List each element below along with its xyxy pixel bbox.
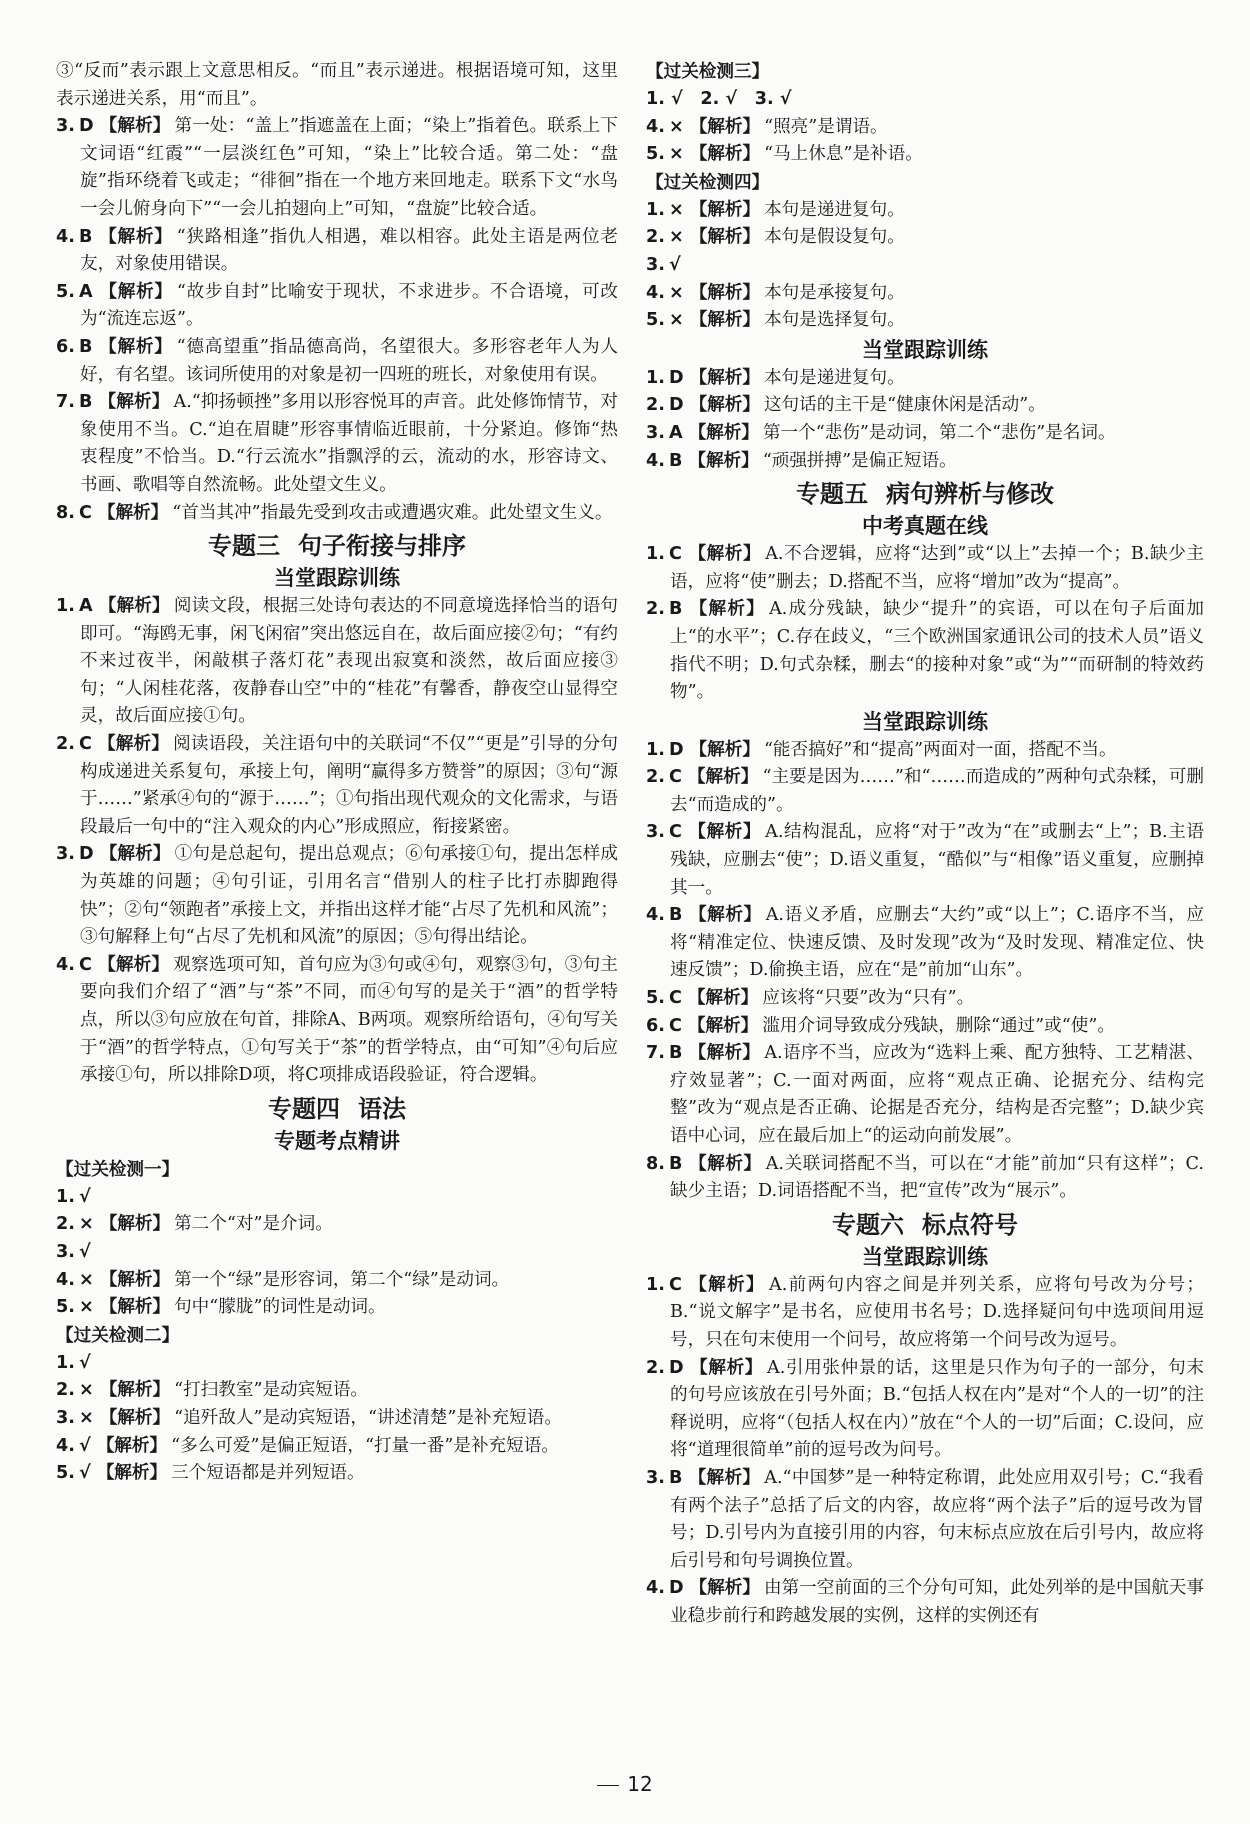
- item-answer: D: [668, 1578, 684, 1599]
- topic4-heading: 专题四 语法: [268, 1094, 406, 1123]
- item-number: 5.: [56, 281, 75, 302]
- list-e: [646, 737, 1204, 1206]
- list-a: [56, 113, 618, 527]
- item-text: “追歼敌人”是动宾短语，“讲述清楚”是补充短语。: [174, 1407, 562, 1428]
- analysis-tag: 【解析】: [96, 1463, 168, 1484]
- check3-line1: 1. √ 2. √ 3. √: [646, 89, 792, 109]
- item-answer: ×: [78, 1407, 94, 1428]
- list-check1: [56, 1184, 618, 1322]
- item-answer: A: [78, 281, 93, 302]
- analysis-tag: 【解析】: [687, 544, 762, 565]
- item-answer: D: [668, 1357, 684, 1378]
- grammar-practice-subheading: 当堂跟踪训练: [862, 337, 988, 362]
- topic3-subheading: 当堂跟踪训练: [274, 566, 400, 591]
- item-text: A.结构混乱，应将“对于”改为“在”或删去“上”；B.主语残缺，应删去“使”；D.语义重复，“酷似”与“相像”语义重复，应删掉其一。: [670, 822, 1204, 898]
- item-answer: B: [668, 1153, 683, 1174]
- item-answer: C: [78, 734, 92, 755]
- answer-item: [56, 1405, 618, 1433]
- item-answer: B: [78, 392, 93, 413]
- topic5-subheading: 中考真题在线: [862, 514, 988, 539]
- check4-title: 【过关检测四】: [646, 172, 770, 193]
- item-text: ①句是总起句，提出总观点；⑥句承接①句，提出怎样成为英雄的问题；④句引证，引用名言“借别人的柱子比打赤脚跑得快”；②句“领跑者”承接上文，并指出这样才能“占尽了先机和风流”；③句解释上句“占尽了先机和风流”的原因；⑤句得出结论。: [80, 844, 618, 948]
- item-number: 5.: [646, 144, 665, 165]
- answer-item: [646, 819, 1204, 902]
- item-text: “照亮”是谓语。: [764, 116, 888, 137]
- item-number: 2.: [56, 734, 75, 755]
- item-text: A.前两句内容之间是并列关系，应将句号改为分号；B.“说文解字”是书名，应使用书名号；D.选择疑问句中选项间用逗号，只在句末使用一个问号，故应将第一个问号改为逗号。: [670, 1274, 1204, 1350]
- list-check3: [646, 114, 1204, 169]
- item-answer: ×: [78, 1380, 94, 1401]
- answer-item: [56, 1433, 618, 1461]
- item-number: 1.: [56, 1352, 75, 1373]
- answer-item: [646, 114, 1204, 142]
- item-text: 三个短语都是并列短语。: [171, 1463, 365, 1484]
- item-answer: C: [78, 954, 92, 975]
- analysis-tag: 【解析】: [689, 144, 761, 165]
- item-answer: C: [668, 1274, 682, 1295]
- analysis-tag: 【解析】: [689, 227, 761, 248]
- item-text: “狭路相逢”指仇人相遇，难以相容。此处主语是两位老友，对象使用错误。: [80, 226, 618, 275]
- answer-item: [646, 541, 1204, 596]
- item-text: 本句是递进复句。: [764, 199, 905, 220]
- item-answer: ×: [668, 227, 684, 248]
- item-text: 第一处：“盖上”指遮盖在上面；“染上”指着色。联系上下文词语“红霞”“一层淡红色”可知，“染上”比较合适。第二处：“盘旋”指环绕着飞或走；“徘徊”指在一个地方来回地走。联系下文“水鸟一会儿俯身向下”“一会儿拍翅向上”可知，“盘旋”比较合适。: [80, 116, 618, 219]
- item-answer: B: [78, 226, 93, 247]
- answer-item: [646, 1013, 1204, 1041]
- item-answer: ×: [668, 282, 684, 303]
- intro-paragraph: ③“反而”表示跟上文意思相反。“而且”表示递进。根据语境可知，这里表示递进关系，用“而且”。: [56, 61, 618, 109]
- item-text: “多么可爱”是偏正短语，“打量一番”是补充短语。: [171, 1435, 559, 1456]
- item-text: “顽强拼搏”是偏正短语。: [762, 450, 957, 471]
- item-text: “故步自封”比喻安于现状，不求进步。不合语境，可改为“流连忘返”。: [80, 281, 618, 330]
- item-answer: B: [668, 1467, 683, 1488]
- answer-item: [56, 334, 618, 389]
- item-number: 8.: [56, 502, 75, 523]
- item-number: 3.: [56, 844, 75, 865]
- item-number: 8.: [646, 1153, 665, 1174]
- answer-item: [646, 448, 1204, 476]
- item-answer: C: [668, 767, 682, 788]
- item-number: 3.: [56, 116, 75, 137]
- page-number: 12: [0, 1772, 1250, 1796]
- item-number: 2.: [646, 767, 665, 788]
- right-column: [646, 58, 1204, 1631]
- answer-item: [646, 392, 1204, 420]
- item-answer: C: [78, 502, 92, 523]
- analysis-tag: 【解析】: [688, 1153, 762, 1174]
- analysis-tag: 【解析】: [687, 822, 762, 843]
- analysis-tag: 【解析】: [689, 367, 760, 388]
- item-answer: D: [78, 116, 94, 137]
- answer-item: [646, 1465, 1204, 1575]
- analysis-tag: 【解析】: [689, 739, 760, 760]
- item-answer: √: [78, 1463, 91, 1484]
- item-answer: C: [668, 1015, 682, 1036]
- item-answer: C: [668, 988, 682, 1009]
- item-answer: √: [78, 1186, 91, 1207]
- item-number: 3.: [646, 1467, 665, 1488]
- item-number: 1.: [646, 544, 665, 565]
- check3-title: 【过关检测三】: [646, 62, 770, 82]
- item-number: 2.: [646, 1357, 665, 1378]
- answer-item: [646, 365, 1204, 393]
- analysis-tag: 【解析】: [98, 596, 170, 617]
- analysis-tag: 【解析】: [689, 395, 760, 416]
- item-answer: ×: [668, 310, 684, 331]
- item-number: 5.: [646, 310, 665, 331]
- item-number: 6.: [646, 1015, 665, 1036]
- analysis-tag: 【解析】: [688, 1467, 761, 1488]
- item-number: 4.: [646, 1578, 665, 1599]
- item-text: 阅读语段，关注语句中的关联词“不仅”“更是”引导的分句构成递进关系复句，承接上句，阐明“赢得多方赞誉”的原因；③句“源于……”紧承④句的“源于……”；①句指出现代观众的文化需求，与语段最后一句中的“注入观众的内心”形成照应，衔接紧密。: [80, 734, 618, 837]
- answer-item: [56, 1184, 618, 1212]
- answer-item: [56, 841, 618, 951]
- item-text: 第一个“绿”是形容词，第二个“绿”是动词。: [174, 1269, 510, 1290]
- item-number: 5.: [646, 988, 665, 1009]
- item-answer: ×: [668, 199, 684, 220]
- list-d: [646, 541, 1204, 707]
- analysis-tag: 【解析】: [687, 988, 759, 1009]
- item-number: 2.: [646, 599, 665, 620]
- item-answer: B: [668, 905, 683, 926]
- item-answer: D: [668, 739, 684, 760]
- item-text: 本句是选择复句。: [764, 310, 905, 331]
- answer-item: [646, 141, 1204, 169]
- item-number: 2.: [646, 395, 665, 416]
- item-text: 本句是承接复句。: [764, 282, 905, 303]
- item-number: 4.: [646, 450, 665, 471]
- analysis-tag: 【解析】: [99, 844, 171, 865]
- item-number: 6.: [56, 336, 75, 357]
- item-text: 第二个“对”是介词。: [174, 1214, 333, 1235]
- item-number: 7.: [646, 1043, 665, 1064]
- answer-item: [646, 224, 1204, 252]
- analysis-tag: 【解析】: [689, 1357, 763, 1378]
- answer-item: [646, 596, 1204, 706]
- item-number: 3.: [646, 822, 665, 843]
- item-number: 5.: [56, 1463, 75, 1484]
- answer-item: [646, 252, 1204, 280]
- item-text: A.不合逻辑，应将“达到”或“以上”去掉一个；B.缺少主语，应将“使”删去；D.搭配不当，应将“增加”改为“提高”。: [670, 544, 1204, 592]
- item-text: 观察选项可知，首句应为③句或④句，观察③句，③句主要向我们介绍了“酒”与“茶”不同，而④句写的是关于“酒”的哲学特点，所以③句应放在句首，排除A、B两项。观察所给语句，④句写关于“酒”的哲学特点，①句写关于“茶”的哲学特点，由“可知”④句后应承接①句，所以排除D项，将C项排成语段验证，符合逻辑。: [80, 954, 618, 1086]
- item-text: “能否搞好”和“提高”两面对一面，搭配不当。: [763, 739, 1117, 760]
- item-answer: D: [668, 367, 684, 388]
- analysis-tag: 【解析】: [689, 199, 761, 220]
- answer-item: [56, 500, 618, 528]
- list-check4: [646, 197, 1204, 335]
- analysis-tag: 【解析】: [99, 1407, 171, 1428]
- analysis-tag: 【解析】: [688, 450, 759, 471]
- item-answer: √: [668, 254, 681, 275]
- list-c: [646, 365, 1204, 475]
- topic6-subheading: 当堂跟踪训练: [862, 1244, 988, 1269]
- item-answer: B: [668, 599, 683, 620]
- item-text: A.引用张仲景的话，这里是只作为句子的一部分，句末的句号应该放在引号外面；B.“包括人权在内”是对“个人的一切”的注释说明，应将“（包括人权在内）”放在“个人的一切”后面；C.设问，应将“道理很简单”前的逗号改为问号。: [670, 1357, 1204, 1461]
- answer-item: [646, 985, 1204, 1013]
- answer-item: [56, 731, 618, 841]
- item-text: A.成分残缺，缺少“提升”的宾语，可以在句子后面加上“的水平”；C.存在歧义，“三个欧洲国家通讯公司的技术人员”语义指代不明；D.句式杂糅，删去“的接种对象”或“为”“而研制的特效药物”。: [670, 599, 1204, 703]
- answer-item: [56, 1350, 618, 1378]
- analysis-tag: 【解析】: [688, 905, 762, 926]
- answer-item: [56, 1294, 618, 1322]
- answer-item: [56, 593, 618, 731]
- analysis-tag: 【解析】: [689, 282, 761, 303]
- item-answer: B: [78, 336, 93, 357]
- topic5-heading: 专题五 病句辨析与修改: [796, 480, 1054, 509]
- item-answer: B: [668, 450, 683, 471]
- item-text: A.语序不当，应改为“选料上乘、配方独特、工艺精湛、疗效显著”；C.一面对两面，应将“观点正确、论据充分、结构完整”改为“观点是否正确、论据是否充分，结构是否完整”；D.缺少宾语中心词，应在最后加上“的运动向前发展”。: [670, 1043, 1204, 1146]
- answer-item: [646, 307, 1204, 335]
- answer-item: [646, 280, 1204, 308]
- analysis-tag: 【解析】: [688, 422, 759, 443]
- item-text: 这句话的主干是“健康休闲是活动”。: [763, 395, 1046, 416]
- answer-item: [56, 389, 618, 499]
- item-answer: √: [78, 1241, 91, 1262]
- analysis-tag: 【解析】: [687, 1015, 759, 1036]
- item-number: 3.: [56, 1407, 75, 1428]
- analysis-tag: 【解析】: [689, 1578, 760, 1599]
- item-text: “首当其冲”指最先受到攻击或遭遇灾难。此处望文生义。: [172, 502, 613, 523]
- item-number: 1.: [646, 1274, 665, 1295]
- topic6-heading: 专题六 标点符号: [832, 1210, 1018, 1239]
- analysis-tag: 【解析】: [689, 310, 761, 331]
- item-number: 1.: [646, 199, 665, 220]
- analysis-tag: 【解析】: [99, 1297, 171, 1318]
- answer-item: [56, 1267, 618, 1295]
- answer-item: [646, 1272, 1204, 1355]
- answer-item: [56, 1460, 618, 1488]
- item-text: 句中“朦胧”的词性是动词。: [174, 1297, 386, 1318]
- answer-item: [646, 420, 1204, 448]
- analysis-tag: 【解析】: [99, 1380, 171, 1401]
- answer-item: [646, 737, 1204, 765]
- topic3-heading: 专题三 句子衔接与排序: [208, 532, 466, 561]
- item-answer: ×: [668, 116, 684, 137]
- analysis-tag: 【解析】: [687, 1274, 765, 1295]
- item-number: 3.: [56, 1241, 75, 1262]
- item-number: 3.: [646, 254, 665, 275]
- item-answer: A: [668, 422, 683, 443]
- item-text: “德高望重”指品德高尚，名望很大。多形容老年人为人好，有名望。该词所使用的对象是初一四班的班长，对象使用有误。: [80, 336, 618, 385]
- item-number: 2.: [56, 1380, 75, 1401]
- item-answer: C: [668, 822, 682, 843]
- item-number: 3.: [646, 422, 665, 443]
- item-text: A.语义矛盾，应删去“大约”或“以上”；C.语序不当，应将“精准定位、快速反馈、及时发现”改为“及时发现、精准定位、快速反馈”；D.偷换主语，应在“是”前加“山东”。: [670, 905, 1204, 981]
- item-answer: ×: [78, 1214, 94, 1235]
- answer-item: [646, 902, 1204, 985]
- answer-item: [646, 1355, 1204, 1465]
- item-number: 1.: [56, 596, 75, 617]
- answer-item: [646, 764, 1204, 819]
- item-text: 阅读文段，根据三处诗句表达的不同意境选择恰当的语句即可。“海鸥无事，闲飞闲宿”突出悠远自在，故后面应接②句；“有约不来过夜半，闲敲棋子落灯花”表现出寂寞和淡然，故后面应接③句；“人闲桂花落，夜静春山空”中的“桂花”有馨香，静夜空山显得空灵，故后面应接①句。: [80, 596, 618, 727]
- item-answer: D: [78, 844, 94, 865]
- item-text: 应该将“只要”改为“只有”。: [762, 988, 975, 1009]
- check2-title: 【过关检测二】: [56, 1325, 180, 1346]
- analysis-tag: 【解析】: [96, 1435, 168, 1456]
- item-answer: A: [78, 596, 93, 617]
- answer-item: [56, 1377, 618, 1405]
- analysis-tag: 【解析】: [99, 116, 171, 137]
- item-number: 1.: [646, 739, 665, 760]
- analysis-tag: 【解析】: [688, 1043, 761, 1064]
- answer-item: [646, 197, 1204, 225]
- analysis-tag: 【解析】: [99, 1269, 171, 1290]
- item-number: 5.: [56, 1297, 75, 1318]
- item-number: 1.: [56, 1186, 75, 1207]
- item-number: 4.: [56, 1269, 75, 1290]
- item-number: 4.: [646, 905, 665, 926]
- answer-item: [56, 113, 618, 223]
- item-text: A.“中国梦”是一种特定称谓，此处应用双引号；C.“我看有两个法子”总括了后文的内容，故应将“两个法子”后的逗号改为冒号；D.引号内为直接引用的内容，句末标点应放在后引号内，故应将后引号和句号调换位置。: [670, 1467, 1204, 1571]
- answer-item: [56, 224, 618, 279]
- item-answer: D: [668, 395, 684, 416]
- analysis-tag: 【解析】: [97, 954, 170, 975]
- check1-title: 【过关检测一】: [56, 1159, 180, 1180]
- item-text: 滥用介词导致成分残缺，删除“通过”或“使”。: [762, 1015, 1115, 1036]
- item-answer: √: [78, 1435, 91, 1456]
- item-text: 由第一空前面的三个分句可知，此处列举的是中国航天事业稳步前行和跨越发展的实例，这样的实例还有: [670, 1578, 1204, 1626]
- analysis-tag: 【解析】: [98, 226, 173, 247]
- item-text: A.“抑扬顿挫”多用以形容悦耳的声音。此处修饰情节，对象使用不当。C.“迫在眉睫”形容事情临近眼前，十分紧迫。修饰“热衷程度”不恰当。D.“行云流水”指飘浮的云，流动的水，形容诗文、书画、歌唱等自然流畅。此处望文生义。: [80, 392, 618, 495]
- item-number: 2.: [646, 227, 665, 248]
- analysis-tag: 【解析】: [99, 1214, 171, 1235]
- item-number: 4.: [646, 116, 665, 137]
- item-text: “主要是因为……”和“……而造成的”两种句式杂糅，可删去“而造成的”。: [670, 767, 1204, 815]
- list-f: [646, 1272, 1204, 1631]
- topic4-subheading: 专题考点精讲: [274, 1128, 400, 1153]
- item-answer: B: [668, 1043, 683, 1064]
- answer-item: [646, 1575, 1204, 1630]
- answer-item: [56, 1211, 618, 1239]
- item-number: 4.: [56, 954, 75, 975]
- item-text: “打扫教室”是动宾短语。: [174, 1380, 369, 1401]
- answer-item: [646, 1040, 1204, 1150]
- item-answer: ×: [78, 1269, 94, 1290]
- item-text: “马上休息”是补语。: [764, 144, 923, 165]
- item-answer: C: [668, 544, 682, 565]
- item-text: A.关联词搭配不当，可以在“才能”前加“只有这样”；C.缺少主语；D.词语搭配不当，把“宣传”改为“展示”。: [670, 1153, 1204, 1202]
- answer-item: [646, 1151, 1204, 1206]
- item-text: 本句是假设复句。: [764, 227, 905, 248]
- analysis-tag: 【解析】: [97, 502, 169, 523]
- item-answer: ×: [668, 144, 684, 165]
- analysis-tag: 【解析】: [688, 599, 766, 620]
- answer-item: [56, 1239, 618, 1267]
- item-number: 7.: [56, 392, 75, 413]
- item-text: 本句是递进复句。: [763, 367, 905, 388]
- item-text: 第一个“悲伤”是动词，第二个“悲伤”是名词。: [762, 422, 1116, 443]
- item-number: 4.: [56, 226, 75, 247]
- list-check2: [56, 1350, 618, 1488]
- item-number: 4.: [646, 282, 665, 303]
- list-b: [56, 593, 618, 1090]
- left-column: [56, 58, 618, 1488]
- analysis-tag: 【解析】: [98, 392, 170, 413]
- item-number: 1.: [646, 367, 665, 388]
- analysis-tag: 【解析】: [687, 767, 759, 788]
- analysis-tag: 【解析】: [689, 116, 761, 137]
- item-answer: ×: [78, 1297, 94, 1318]
- topic5-practice-subheading: 当堂跟踪训练: [862, 709, 988, 734]
- answer-item: [56, 952, 618, 1090]
- answer-item: [56, 279, 618, 334]
- analysis-tag: 【解析】: [98, 281, 173, 302]
- analysis-tag: 【解析】: [98, 336, 173, 357]
- analysis-tag: 【解析】: [97, 734, 170, 755]
- item-answer: √: [78, 1352, 91, 1373]
- item-number: 4.: [56, 1435, 75, 1456]
- item-number: 2.: [56, 1214, 75, 1235]
